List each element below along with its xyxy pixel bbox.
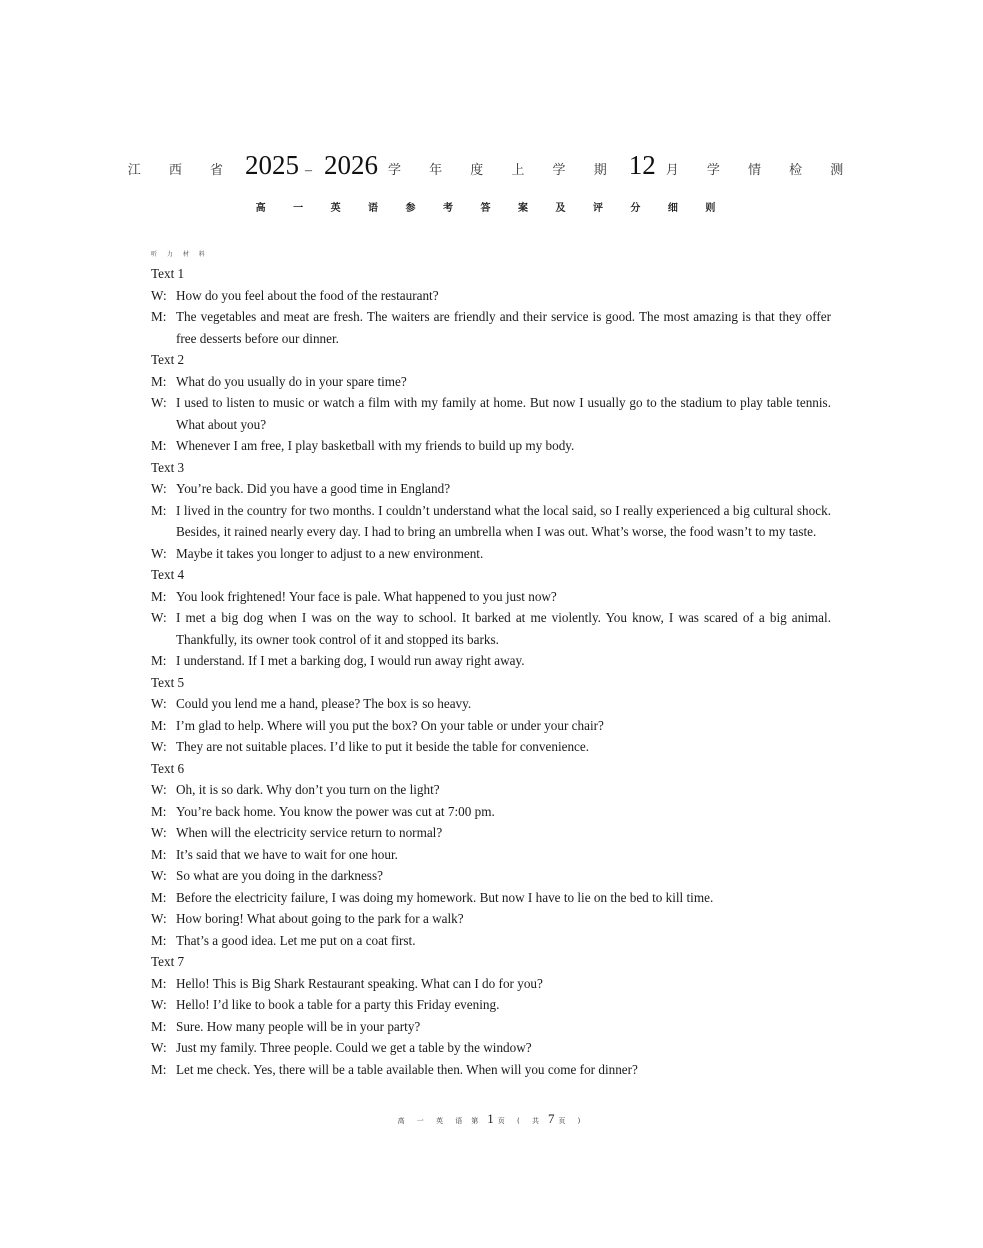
footer-end: 页 ) xyxy=(558,1117,586,1125)
dialogue-line xyxy=(151,371,831,393)
footer-page-total: 7 xyxy=(547,1111,555,1126)
dialogue-text: I met a big dog when I was on the way to school. It barked at me violently. You know, I was scared of a big animal. Thankfully, its owner took control of it and stopped its barks. xyxy=(176,610,831,647)
dialogue-line xyxy=(151,801,831,823)
speaker-label: M: xyxy=(151,1018,167,1034)
document-subtitle: 高 一 英 语 参 考 答 案 及 评 分 细 则 xyxy=(255,203,728,214)
text-heading: Text 1 xyxy=(151,266,185,281)
dialogue-line xyxy=(151,736,831,758)
section-label: 听 力 材 料 xyxy=(151,251,209,258)
speaker-label: W: xyxy=(151,287,167,303)
dialogue-text: Let me check. Yes, there will be a table available then. When will you come for dinner? xyxy=(176,1061,638,1077)
dialogue-line xyxy=(151,844,831,866)
text-heading: Text 2 xyxy=(151,352,185,367)
dialogue-text: Could you lend me a hand, please? The box is so heavy. xyxy=(176,696,472,711)
speaker-label: W: xyxy=(151,696,167,711)
speaker-label: M: xyxy=(151,309,167,324)
dialogue-line xyxy=(151,865,831,887)
dialogue-line xyxy=(151,478,831,500)
speaker-label: M: xyxy=(151,588,167,604)
dialogue-line xyxy=(151,285,831,307)
dialogue-text: Before the electricity failure, I was doing my homework. But now I have to lie on the bed to kill time. xyxy=(176,889,714,905)
dialogue-text: The vegetables and meat are fresh. The waiters are friendly and their service is good. The most amazing is that they offer free desserts before our dinner. xyxy=(176,309,831,346)
footer-total-word: 页 ( 共 xyxy=(497,1117,544,1125)
dialogue-line xyxy=(151,1037,831,1059)
speaker-label: M: xyxy=(151,975,167,991)
title-province: 江 西 省 xyxy=(127,163,236,178)
dialogue-text: I understand. If I met a barking dog, I would run away right away. xyxy=(176,653,525,668)
dialogue-text: Oh, it is so dark. Why don’t you turn on the light? xyxy=(176,782,440,797)
title-year-end: 2026 xyxy=(324,150,379,180)
dialogue-text: Sure. How many people will be in your party? xyxy=(176,1018,421,1034)
dialogue-text: Just my family. Three people. Could we get a table by the window? xyxy=(176,1040,532,1055)
speaker-label: W: xyxy=(151,997,167,1012)
dialogue-text: Whenever I am free, I play basketball with my friends to build up my body. xyxy=(176,438,575,453)
dialogue-text: They are not suitable places. I’d like to put it beside the table for convenience. xyxy=(176,739,590,754)
speaker-label: M: xyxy=(151,932,167,948)
dialogue-text: Maybe it takes you longer to adjust to a new environment. xyxy=(176,545,484,561)
text-heading: Text 5 xyxy=(151,674,185,690)
speaker-label: M: xyxy=(151,502,167,518)
title-month: 12 xyxy=(628,150,656,180)
dialogue-line xyxy=(151,1059,831,1081)
text-heading: Text 3 xyxy=(151,459,185,475)
dialogue-text: What do you usually do in your spare time? xyxy=(176,373,407,389)
speaker-label: M: xyxy=(151,1061,167,1077)
dialogue-line xyxy=(151,586,831,608)
dialogue-line xyxy=(151,994,831,1016)
dialogue-line xyxy=(151,693,831,715)
title-year-start: 2025 xyxy=(245,150,300,180)
footer-page-word: 第 xyxy=(471,1117,484,1125)
dialogue-line xyxy=(151,543,831,565)
dialogue-line xyxy=(151,435,831,457)
dialogue-text: I used to listen to music or watch a film with my family at home. But now I usually go to the stadium to play table tennis. What about you? xyxy=(176,395,831,432)
dialogue-text: It’s said that we have to wait for one hour. xyxy=(176,846,398,862)
title-dash: – xyxy=(305,163,313,178)
dialogue-text: How do you feel about the food of the restaurant? xyxy=(176,287,439,303)
dialogue-text: You’re back. Did you have a good time in England? xyxy=(176,481,451,496)
speaker-label: W: xyxy=(151,782,167,797)
dialogue-line xyxy=(151,715,831,737)
dialogue-text: Hello! I’d like to book a table for a party this Friday evening. xyxy=(176,997,500,1012)
speaker-label: M: xyxy=(151,653,167,668)
page-footer xyxy=(0,1110,983,1128)
speaker-label: W: xyxy=(151,395,167,410)
transcript-body xyxy=(151,263,831,1080)
dialogue-text: I lived in the country for two months. I couldn’t understand what the local said, so I really experienced a big cultural shock. Besides, it rained nearly every day. I had to bring an umbrella when I was out. What’s worse, the food wasn’t to my taste. xyxy=(176,502,831,539)
speaker-label: W: xyxy=(151,868,167,883)
dialogue-line xyxy=(151,822,831,844)
speaker-label: M: xyxy=(151,846,167,862)
text-heading: Text 7 xyxy=(151,954,185,969)
speaker-label: W: xyxy=(151,825,167,840)
dialogue-line xyxy=(151,1016,831,1038)
speaker-label: M: xyxy=(151,889,167,905)
speaker-label: M: xyxy=(151,438,167,453)
title-suffix: 月 学 情 检 测 xyxy=(665,163,856,178)
title-term: 学 年 度 上 学 期 xyxy=(388,163,619,178)
dialogue-line xyxy=(151,607,831,650)
speaker-label: M: xyxy=(151,803,167,819)
dialogue-text: So what are you doing in the darkness? xyxy=(176,868,383,883)
dialogue-line xyxy=(151,887,831,909)
dialogue-line xyxy=(151,908,831,930)
dialogue-text: That’s a good idea. Let me put on a coat first. xyxy=(176,932,416,948)
speaker-label: W: xyxy=(151,610,167,625)
speaker-label: M: xyxy=(151,373,167,389)
speaker-label: W: xyxy=(151,1040,167,1055)
dialogue-line xyxy=(151,973,831,995)
speaker-label: M: xyxy=(151,717,167,733)
speaker-label: W: xyxy=(151,481,167,496)
speaker-label: W: xyxy=(151,739,167,754)
dialogue-line xyxy=(151,930,831,952)
dialogue-line xyxy=(151,500,831,543)
dialogue-text: I’m glad to help. Where will you put the box? On your table or under your chair? xyxy=(176,717,604,733)
dialogue-line xyxy=(151,779,831,801)
text-heading: Text 4 xyxy=(151,567,185,582)
dialogue-text: You look frightened! Your face is pale. What happened to you just now? xyxy=(176,588,557,604)
footer-subject: 高 一 英 语 xyxy=(397,1117,468,1125)
speaker-label: W: xyxy=(151,545,167,561)
dialogue-text: Hello! This is Big Shark Restaurant speaking. What can I do for you? xyxy=(176,975,543,991)
dialogue-line xyxy=(151,392,831,435)
footer-page-number: 1 xyxy=(487,1111,494,1126)
speaker-label: W: xyxy=(151,911,167,926)
dialogue-text: How boring! What about going to the park for a walk? xyxy=(176,911,464,926)
dialogue-text: You’re back home. You know the power was cut at 7:00 pm. xyxy=(176,803,495,819)
dialogue-line xyxy=(151,650,831,672)
text-heading: Text 6 xyxy=(151,760,185,776)
document-title xyxy=(0,150,983,181)
dialogue-line xyxy=(151,306,831,349)
dialogue-text: When will the electricity service return to normal? xyxy=(176,825,443,840)
